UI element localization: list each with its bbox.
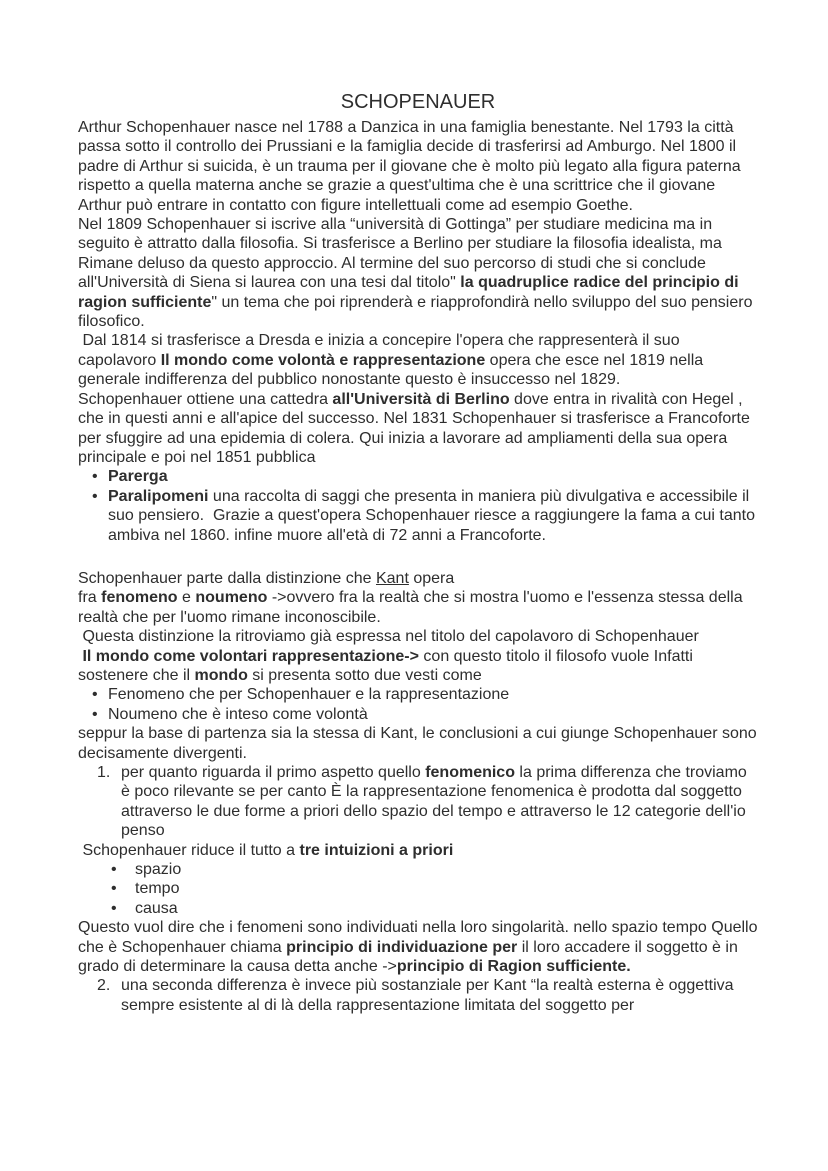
- list-item-text: [108, 685, 758, 704]
- text-run: causa: [135, 899, 178, 917]
- text-run: tempo: [135, 880, 180, 898]
- list-tre-intuizioni: [78, 860, 758, 918]
- text-run: si presenta sotto due vesti come: [247, 666, 482, 684]
- text-run: Il mondo come volontari rappresentazione->: [82, 647, 419, 665]
- text-run: tre intuizioni a priori: [299, 841, 454, 859]
- para-dresda: [78, 331, 758, 389]
- list-item: [78, 685, 758, 704]
- list-item-text: [108, 705, 758, 724]
- bullet-icon: •: [92, 705, 98, 723]
- para-fenomeno-noumeno: [78, 588, 758, 627]
- text-run: Questa distinzione la ritroviamo già espressa nel titolo del capolavoro di Schopenhauer: [78, 628, 699, 646]
- para-gottinga: [78, 215, 758, 254]
- text-run: Kant: [375, 569, 409, 587]
- text-run: Questo vuol dire che i fenomeni sono individuati nella loro singolarità. nello spazio tempo Quello che è Schopenhauer chiama: [78, 919, 762, 956]
- text-run: una seconda differenza è invece più sostanziale per Kant “la realtà esterna è oggettiva sempre esistente al di là della rappresentazione limitata del soggetto per: [121, 977, 738, 1014]
- text-run: fenomenico: [425, 764, 515, 781]
- list-item: [78, 860, 758, 879]
- list-item-text: [108, 467, 758, 486]
- text-run: noumeno: [195, 589, 268, 607]
- text-run: la prima differenza che troviamo è poco rilevante se per canto È la rappresentazione fenomenica è prodotta dal soggetto attraverso le due forme a priori dello spazio del tempo e attraverso le 12 categorie dell'io penso: [121, 764, 752, 840]
- text-run: principio di individuazione per: [286, 938, 518, 956]
- blank-space: [78, 545, 758, 569]
- para-principio-individuazione: [78, 918, 762, 976]
- text-run: Paralipomeni: [108, 487, 209, 505]
- document-body: [78, 118, 762, 1015]
- text-run: Dal 1814 si trasferisce a Dresda e inizia a concepire l'opera che rappresenterà il suo capolavoro: [78, 332, 685, 369]
- bullet-icon: •: [92, 686, 98, 704]
- para-titolo-capolavoro: [78, 627, 758, 646]
- list-item-text: [135, 860, 758, 879]
- text-run: Rimane deluso da questo approccio. Al termine del suo percorso di studi che si conclude all'Università di Siena si laurea con una tesi dal titolo": [78, 254, 711, 292]
- bullet-icon: •: [92, 487, 98, 505]
- text-run: Schopenhauer ottiene una cattedra: [78, 390, 333, 408]
- text-run: Arthur Schopenhauer nasce nel 1788 a Danzica in una famiglia benestante. Nel 1793 la città passa sotto il controllo dei Prussiani e la famiglia decide di trasferirsi ad Amburgo. Nel 1800 il padre di Arthur si suicida, è un trauma per il giovane che è molto più legato alla figura paterna rispetto a quella materna anche se grazie a quest'ultima che è una scrittrice che il giovane Arthur può entrare in contatto con figure intellettuali come ad esempio Goethe.: [78, 119, 746, 214]
- text-run: seppur la base di partenza sia la stessa di Kant, le conclusioni a cui giunge Schopenhauer sono decisamente divergenti.: [78, 725, 762, 762]
- text-run: opera che esce nel 1819 nella generale indifferenza del pubblico nonostante questo è insuccesso nel 1829.: [78, 351, 708, 389]
- list-item-text: [135, 879, 758, 898]
- text-run: spazio: [135, 861, 182, 879]
- text-run: il loro accadere il soggetto è in grado di determinare la causa detta anche ->: [78, 938, 743, 976]
- text-run: fra: [78, 589, 102, 607]
- bullet-icon: •: [111, 899, 117, 917]
- text-run: Nel 1809 Schopenhauer si iscrive alla “università di Gottinga” per studiare medicina ma in seguito è attratto dalla filosofia. Si trasferisce a Berlino per studiare la filosofia idealista, ma: [78, 216, 722, 253]
- text-run: fenomeno: [101, 589, 178, 607]
- list-item: [78, 879, 758, 898]
- list-due-vesti: [78, 685, 758, 724]
- para-nascita: [78, 118, 758, 215]
- list-item-text: [121, 763, 758, 841]
- para-distinzione-kant: [78, 569, 758, 588]
- para-berlino: [78, 390, 758, 468]
- text-run: Parerga: [108, 468, 168, 486]
- list-item-text: [121, 976, 758, 1015]
- text-run: all'Università di Berlino: [332, 390, 510, 408]
- bullet-icon: •: [92, 468, 98, 486]
- text-run: Schopenhauer parte dalla distinzione che: [78, 569, 376, 587]
- bullet-icon: •: [111, 880, 117, 898]
- numbered-item-1: [78, 763, 758, 841]
- list-item: [78, 467, 758, 486]
- list-item-text: [135, 899, 758, 918]
- para-conclusioni-divergenti: [78, 724, 762, 763]
- text-run: la quadruplice radice del principio di ragion sufficiente: [78, 274, 744, 311]
- para-mondo-due-vesti: [78, 647, 758, 686]
- text-run: mondo: [194, 666, 248, 684]
- text-run: ->ovvero fra la realtà che si mostra l'uomo e l'essenza stessa della realtà che per l'uomo rimane inconoscibile.: [78, 589, 748, 626]
- text-run: Il mondo come volontà e rappresentazione: [160, 351, 486, 369]
- list-item: [78, 899, 758, 918]
- text-run: una raccolta di saggi che presenta in maniera più divulgativa e accessibile il suo pensiero. Grazie a quest'opera Schopenhauer riesce a raggiungere la fama a cui tanto ambiva nel 1860. infine muore all'età di 72 anni a Francoforte.: [108, 487, 760, 544]
- list-item-text: [108, 487, 758, 545]
- text-run: Schopenhauer riduce il tutto a: [78, 841, 300, 859]
- bullet-icon: •: [111, 861, 117, 879]
- para-tre-intuizioni: [78, 841, 758, 860]
- para-tesi: [78, 254, 758, 332]
- text-run: Fenomeno che per Schopenhauer e la rappresentazione: [108, 686, 510, 704]
- text-run: principio di Ragion sufficiente.: [396, 958, 631, 976]
- number-marker: 1.: [97, 764, 111, 781]
- text-run: dove entra in rivalità con Hegel , che in questi anni e all'apice del successo. Nel 1831 Schopenhauer si trasferisce a Francoforte per sfuggire ad una epidemia di colera. Qui inizia a lavorare ad ampliamenti della sua opera principale e poi nel 1851 pubblica: [78, 390, 755, 466]
- numbered-item-2: [78, 976, 758, 1015]
- list-item: [78, 976, 758, 1015]
- text-run: Noumeno che è inteso come volontà: [108, 705, 368, 723]
- text-run: con questo titolo il filosofo vuole Infatti sostenere che il: [78, 647, 698, 684]
- text-run: " un tema che poi riprenderà e riapprofondirà nello sviluppo del suo pensiero filosofico.: [78, 293, 757, 331]
- number-marker: 2.: [97, 977, 111, 995]
- text-run: opera: [408, 569, 455, 587]
- list-item: [78, 487, 758, 545]
- list-item: [78, 705, 758, 724]
- list-opere-1851: [78, 467, 758, 545]
- list-item: [78, 763, 758, 841]
- document-title: SCHOPENAUER: [340, 91, 496, 113]
- text-run: e: [177, 589, 196, 607]
- text-run: per quanto riguarda il primo aspetto quello: [121, 764, 426, 781]
